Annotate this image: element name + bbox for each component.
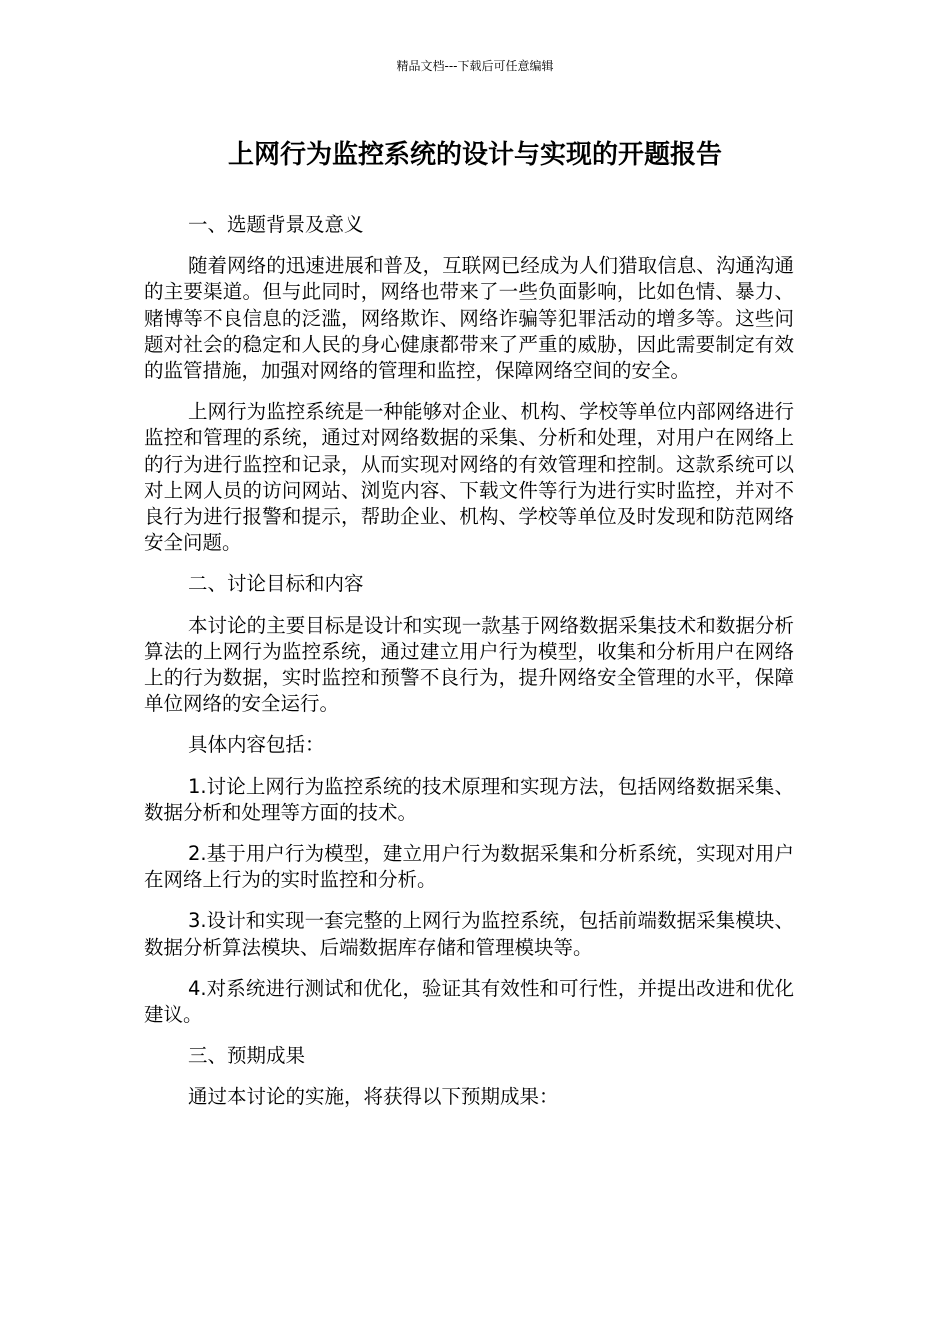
section-heading-goals: 二、讨论目标和内容 — [188, 572, 364, 596]
list-item-1: 1.讨论上网行为监控系统的技术原理和实现方法，包括网络数据采集、数据分析和处理等方面的技术。 — [144, 774, 794, 824]
list-item-3: 3.设计和实现一套完整的上网行为监控系统，包括前端数据采集模块、数据分析算法模块、后端数据库存储和管理模块等。 — [144, 909, 794, 959]
section-heading-background: 一、选题背景及意义 — [188, 213, 364, 236]
paragraph-goals-1: 本讨论的主要目标是设计和实现一款基于网络数据采集技术和数据分析算法的上网行为监控系统，通过建立用户行为模型，收集和分析用户在网络上的行为数据，实时监控和预警不良行为，提升网络安全管理的水平，保障单位网络的安全运行。 — [144, 613, 794, 716]
paragraph-background-2: 上网行为监控系统是一种能够对企业、机构、学校等单位内部网络进行监控和管理的系统，通过对网络数据的采集、分析和处理，对用户在网络上的行为进行监控和记录，从而实现对网络的有效管理和控制。这款系统可以对上网人员的访问网站、浏览内容、下载文件等行为进行实时监控，并对不良行为进行报警和提示，帮助企业、机构、学校等单位及时发现和防范网络安全问题。 — [144, 400, 794, 555]
paragraph-outcomes-1: 通过本讨论的实施，将获得以下预期成果： — [188, 1085, 559, 1109]
document-body — [144, 212, 794, 1126]
list-item-4: 4.对系统进行测试和优化，验证其有效性和可行性，并提出改进和优化建议。 — [144, 976, 794, 1027]
paragraph-goals-intro: 具体内容包括： — [188, 733, 325, 757]
list-item-2: 2.基于用户行为模型，建立用户行为数据采集和分析系统，实现对用户在网络上行为的实时监控和分析。 — [144, 842, 794, 892]
header-note: 精品文档---下载后可任意编辑 — [396, 59, 554, 73]
section-heading-outcomes: 三、预期成果 — [188, 1044, 306, 1068]
document-title: 上网行为监控系统的设计与实现的开题报告 — [227, 140, 722, 170]
paragraph-background-1: 随着网络的迅速进展和普及，互联网已经成为人们猎取信息、沟通沟通的主要渠道。但与此同时，网络也带来了一些负面影响，比如色情、暴力、赌博等不良信息的泛滥，网络欺诈、网络诈骗等犯罪活动的增多等。这些问题对社会的稳定和人民的身心健康都带来了严重的威胁，因此需要制定有效的监管措施，加强对网络的管理和监控，保障网络空间的安全。 — [144, 254, 794, 383]
